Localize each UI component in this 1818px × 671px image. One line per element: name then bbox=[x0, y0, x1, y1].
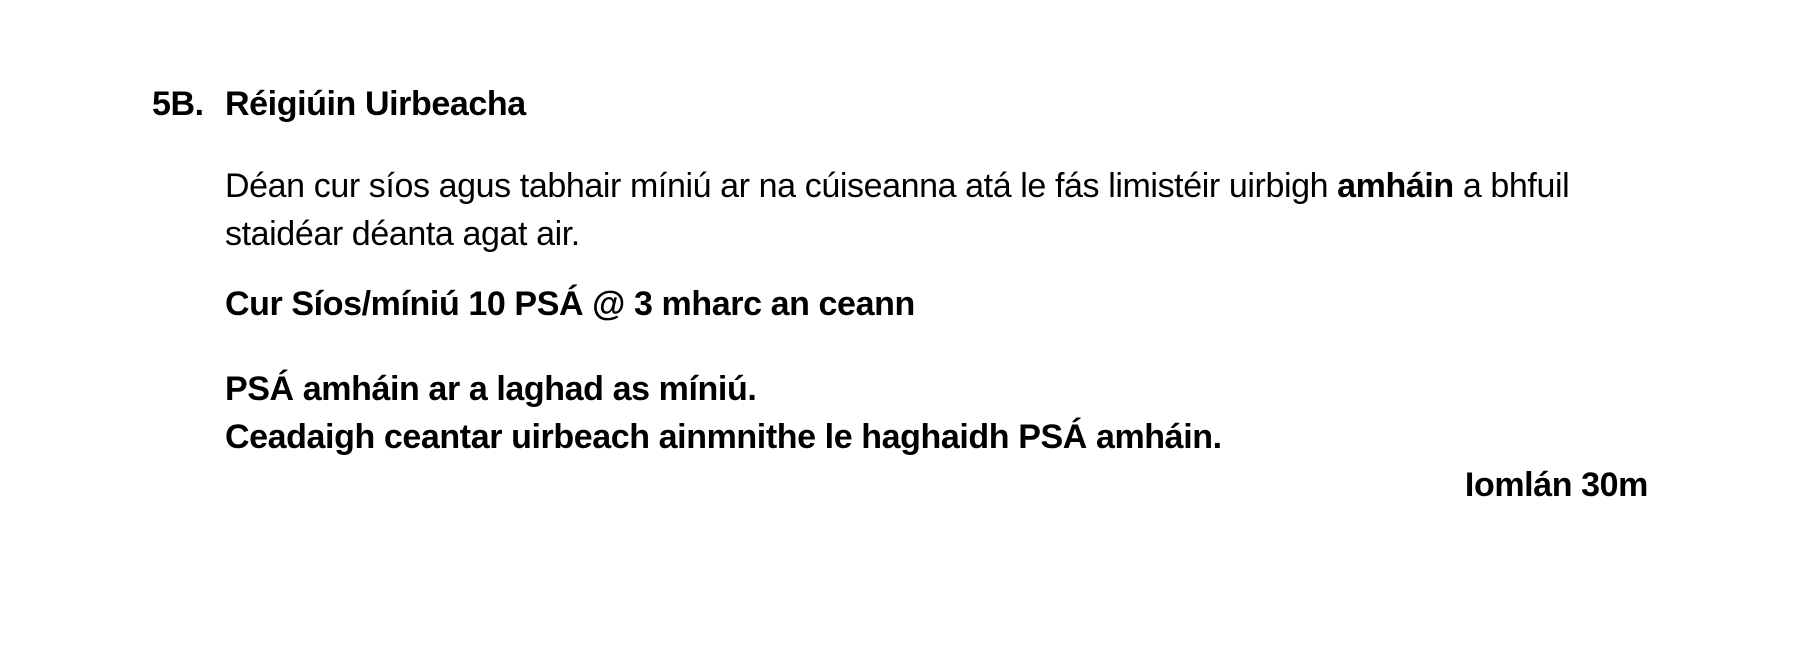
question-title: Réigiúin Uirbeacha bbox=[225, 85, 526, 123]
question-number: 5B. bbox=[152, 85, 204, 123]
paragraph-bold-word: amháin bbox=[1337, 167, 1454, 205]
marking-note-2: Ceadaigh ceantar uirbeach ainmnithe le haghaidh PSÁ amháin. bbox=[225, 418, 1222, 456]
paragraph-line-1-tail: a bhfuil bbox=[1453, 167, 1570, 205]
paragraph-line-1 bbox=[225, 162, 1655, 210]
marking-notes bbox=[225, 365, 1222, 461]
total-marks-label: Iomlán 30m bbox=[1464, 466, 1648, 504]
question-paragraph bbox=[225, 162, 1655, 258]
marking-scheme-line: Cur Síos/míniú 10 PSÁ @ 3 mharc an ceann bbox=[225, 285, 915, 323]
marking-note-1: PSÁ amháin ar a laghad as míniú. bbox=[225, 370, 757, 408]
question-heading bbox=[152, 80, 526, 128]
paragraph-line-2: staidéar déanta agat air. bbox=[225, 215, 580, 253]
paragraph-line-1-text: Déan cur síos agus tabhair míniú ar na cúiseanna atá le fás limistéir uirbigh bbox=[225, 167, 1338, 205]
